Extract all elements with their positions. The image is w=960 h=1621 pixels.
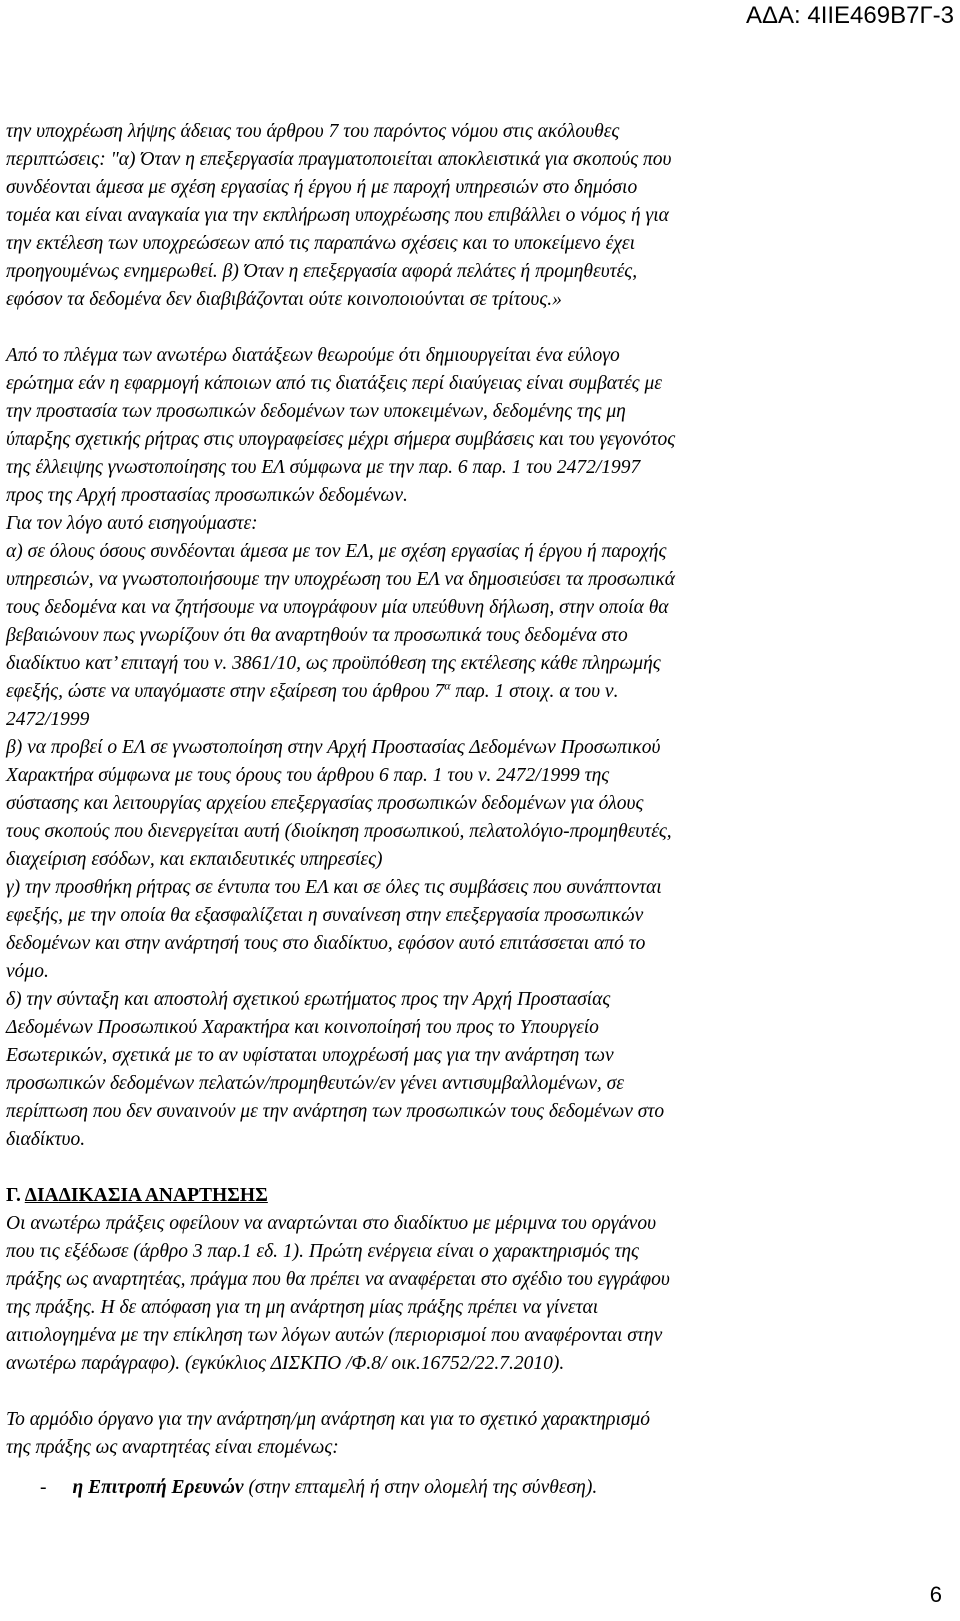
text-line (6, 1126, 85, 1154)
line-text: διαδίκτυο κατ’ επιταγή του ν. 3861/10, ως προϋπόθεση της εκτέλεσης κάθε πληρωμής (6, 653, 661, 674)
line-text: την εκτέλεση των υποχρεώσεων από τις παραπάνω σχέσεις και το υποκείμενο έχει (6, 233, 636, 254)
text-line (6, 1350, 564, 1378)
line-text: Δεδομένων Προσωπικού Χαρακτήρα και κοινοποίησή του προς το Υπουργείο (6, 1017, 599, 1038)
line-text: περιπτώσεις: "α) Όταν η επεξεργασία πραγματοποιείται αποκλειστικά για σκοπούς που (6, 149, 672, 170)
page-number: 6 (929, 1582, 942, 1607)
line-text: Από το πλέγμα των ανωτέρω διατάξεων θεωρούμε ότι δημιουργείται ένα εύλογο (6, 345, 620, 366)
line-text: προσωπικών δεδομένων πελατών/προμηθευτών/εν γένει αντισυμβαλλομένων, σε (6, 1073, 624, 1094)
bullet-dash: - (40, 1477, 47, 1498)
text-line (6, 482, 408, 510)
text-line (6, 1070, 624, 1098)
line-text-after: παρ. 1 στοιχ. α του ν. (450, 681, 619, 702)
line-text: εφόσον τα δεδομένα δεν διαβιβάζονται ούτε κοινοποιούνται σε τρίτους.» (6, 289, 562, 310)
text-line (6, 230, 635, 258)
text-line (6, 678, 618, 706)
text-line (6, 1014, 599, 1042)
line-text: β) να προβεί ο ΕΛ σε γνωστοποίηση στην Αρχή Προστασίας Δεδομένων Προσωπικού (6, 737, 661, 758)
line-text: υπηρεσιών, να γνωστοποιήσουμε την υποχρέωση του ΕΛ να δημοσιεύσει τα προσωπικά (6, 569, 675, 590)
line-text: γ) την προσθήκη ρήτρας σε έντυπα του ΕΛ και σε όλες τις συμβάσεις που συνάπτονται (6, 877, 662, 898)
line-text: Εσωτερικών, σχετικά με το αν υφίσταται υποχρέωσή μας για την ανάρτηση των (6, 1045, 614, 1066)
text-line (6, 1434, 339, 1462)
text-line (6, 1210, 656, 1238)
line-text: ερώτημα εάν η εφαρμογή κάποιων από τις διατάξεις περί διαύγειας είναι συμβατές με (6, 373, 662, 394)
line-text: Το αρμόδιο όργανο για την ανάρτηση/μη ανάρτηση και για το σχετικό χαρακτηρισμό (6, 1409, 651, 1430)
line-text: σύστασης και λειτουργίας αρχείου επεξεργασίας προσωπικών δεδομένων για όλους (6, 793, 644, 814)
bullet-item (40, 1474, 597, 1502)
text-line (6, 594, 669, 622)
line-text: ανωτέρω παράγραφο). (εγκύκλιος ΔΙΣΚΠΟ /Φ.8/ οικ.16752/22.7.2010). (6, 1353, 565, 1374)
text-line (6, 1042, 614, 1070)
line-text: τους δεδομένα και να ζητήσουμε να υπογράφουν μία υπεύθυνη δήλωση, στην οποία θα (6, 597, 669, 618)
text-line (6, 818, 672, 846)
text-line (6, 650, 661, 678)
text-line (6, 342, 620, 370)
line-text: βεβαιώνουν πως γνωρίζουν ότι θα αναρτηθούν τα προσωπικά τους δεδομένα στο (6, 625, 628, 646)
line-text: εφεξής, ώστε να υπαγόμαστε στην εξαίρεση του άρθρου 7 (6, 681, 445, 702)
line-text: Για τον λόγο αυτό εισηγούμαστε: (6, 513, 258, 534)
bullet-bold-text: η Επιτροπή Ερευνών (72, 1477, 244, 1498)
line-text: που τις εξέδωσε (άρθρο 3 παρ.1 εδ. 1). Πρώτη ενέργεια είναι ο χαρακτηρισμός της (6, 1241, 639, 1262)
text-line (6, 734, 660, 762)
text-line (6, 398, 626, 426)
text-line (6, 146, 672, 174)
line-text: της έλλειψης γνωστοποίησης του ΕΛ σύμφωνα με την παρ. 6 παρ. 1 του 2472/1997 (6, 457, 641, 478)
bullet-rest-text: (στην επταμελή ή στην ολομελή της σύνθεση). (243, 1477, 598, 1498)
text-line (6, 1238, 639, 1266)
line-text: δεδομένων και στην ανάρτησή τους στο διαδίκτυο, εφόσον αυτό επιτάσσεται από το (6, 933, 646, 954)
line-text: διαδίκτυο. (6, 1129, 86, 1150)
line-text: προς της Αρχή προστασίας προσωπικών δεδομένων. (6, 485, 408, 506)
line-text: την προστασία των προσωπικών δεδομένων των υποκειμένων, δεδομένης της μη (6, 401, 626, 422)
line-text: Οι ανωτέρω πράξεις οφείλουν να αναρτώνται στο διαδίκτυο με μέριμνα του οργάνου (6, 1213, 657, 1234)
text-line (6, 986, 610, 1014)
line-text: προηγουμένως ενημερωθεί. β) Όταν η επεξεργασία αφορά πελάτες ή προμηθευτές, (6, 261, 638, 282)
text-line (6, 1406, 650, 1434)
text-line (6, 258, 637, 286)
text-line (6, 118, 619, 146)
text-line (6, 566, 675, 594)
section-heading (6, 1182, 268, 1210)
text-line (6, 874, 662, 902)
text-line (6, 174, 637, 202)
ada-code: ΑΔΑ: 4ΙΙΕ469Β7Γ-3 (745, 2, 954, 29)
text-line (6, 286, 562, 314)
text-line (6, 790, 643, 818)
text-line (6, 902, 643, 930)
text-line (6, 1322, 662, 1350)
line-text: ύπαρξης σχετικής ρήτρας στις υπογραφείσες μέχρι σήμερα συμβάσεις και του γεγονότος (6, 429, 676, 450)
line-text: αιτιολογημένα με την επίκληση των λόγων αυτών (περιορισμοί που αναφέρονται στην (6, 1325, 663, 1346)
line-text: της πράξης ως αναρτητέας είναι επομένως: (6, 1437, 339, 1458)
text-line (6, 706, 89, 734)
text-line (6, 454, 640, 482)
line-text: α) σε όλους όσους συνδέονται άμεσα με τον ΕΛ, με σχέση εργασίας ή έργου ή παροχής (6, 541, 667, 562)
line-text: νόμο. (6, 961, 49, 982)
line-text: τους σκοπούς που διενεργείται αυτή (διοίκηση προσωπικού, πελατολόγιο-προμηθευτές, (6, 821, 672, 842)
line-text: της πράξης. Η δε απόφαση για τη μη ανάρτηση μίας πράξης πρέπει να γίνεται (6, 1297, 599, 1318)
text-line (6, 538, 666, 566)
text-line (6, 202, 669, 230)
text-line (6, 1266, 670, 1294)
text-line (6, 846, 382, 874)
heading-underlined-text: ΔΙΑΔΙΚΑΣΙΑ ΑΝΑΡΤΗΣΗΣ (24, 1185, 268, 1206)
text-line (6, 510, 258, 538)
line-text: 2472/1999 (6, 709, 90, 730)
line-text: διαχείριση εσόδων, και εκπαιδευτικές υπηρεσίες) (6, 849, 383, 870)
text-line (6, 762, 609, 790)
line-text: πράξης ως αναρτητέας, πράγμα που θα πρέπει να αναφέρεται στο σχέδιο του εγγράφου (6, 1269, 670, 1290)
text-line (6, 622, 628, 650)
text-line (6, 1098, 664, 1126)
line-text: Χαρακτήρα σύμφωνα με τους όρους του άρθρου 6 παρ. 1 του ν. 2472/1999 της (6, 765, 610, 786)
text-line (6, 1294, 598, 1322)
line-text: την υποχρέωση λήψης άδειας του άρθρου 7 του παρόντος νόμου στις ακόλουθες (6, 121, 620, 142)
superscript: α (444, 678, 451, 693)
text-line (6, 958, 49, 986)
line-text: τομέα και είναι αναγκαία για την εκπλήρωση υποχρέωσης που επιβάλλει ο νόμος ή για (6, 205, 669, 226)
line-text: περίπτωση που δεν συναινούν με την ανάρτηση των προσωπικών τους δεδομένων στο (6, 1101, 665, 1122)
text-line (6, 426, 675, 454)
text-line (6, 930, 645, 958)
line-text: εφεξής, με την οποία θα εξασφαλίζεται η συναίνεση στην επεξεργασία προσωπικών (6, 905, 644, 926)
line-text: Γ. (6, 1185, 25, 1206)
line-text: συνδέονται άμεσα με σχέση εργασίας ή έργου ή με παροχή υπηρεσιών στο δημόσιο (6, 177, 638, 198)
line-text: δ) την σύνταξη και αποστολή σχετικού ερωτήματος προς την Αρχή Προστασίας (6, 989, 611, 1010)
text-line (6, 370, 662, 398)
